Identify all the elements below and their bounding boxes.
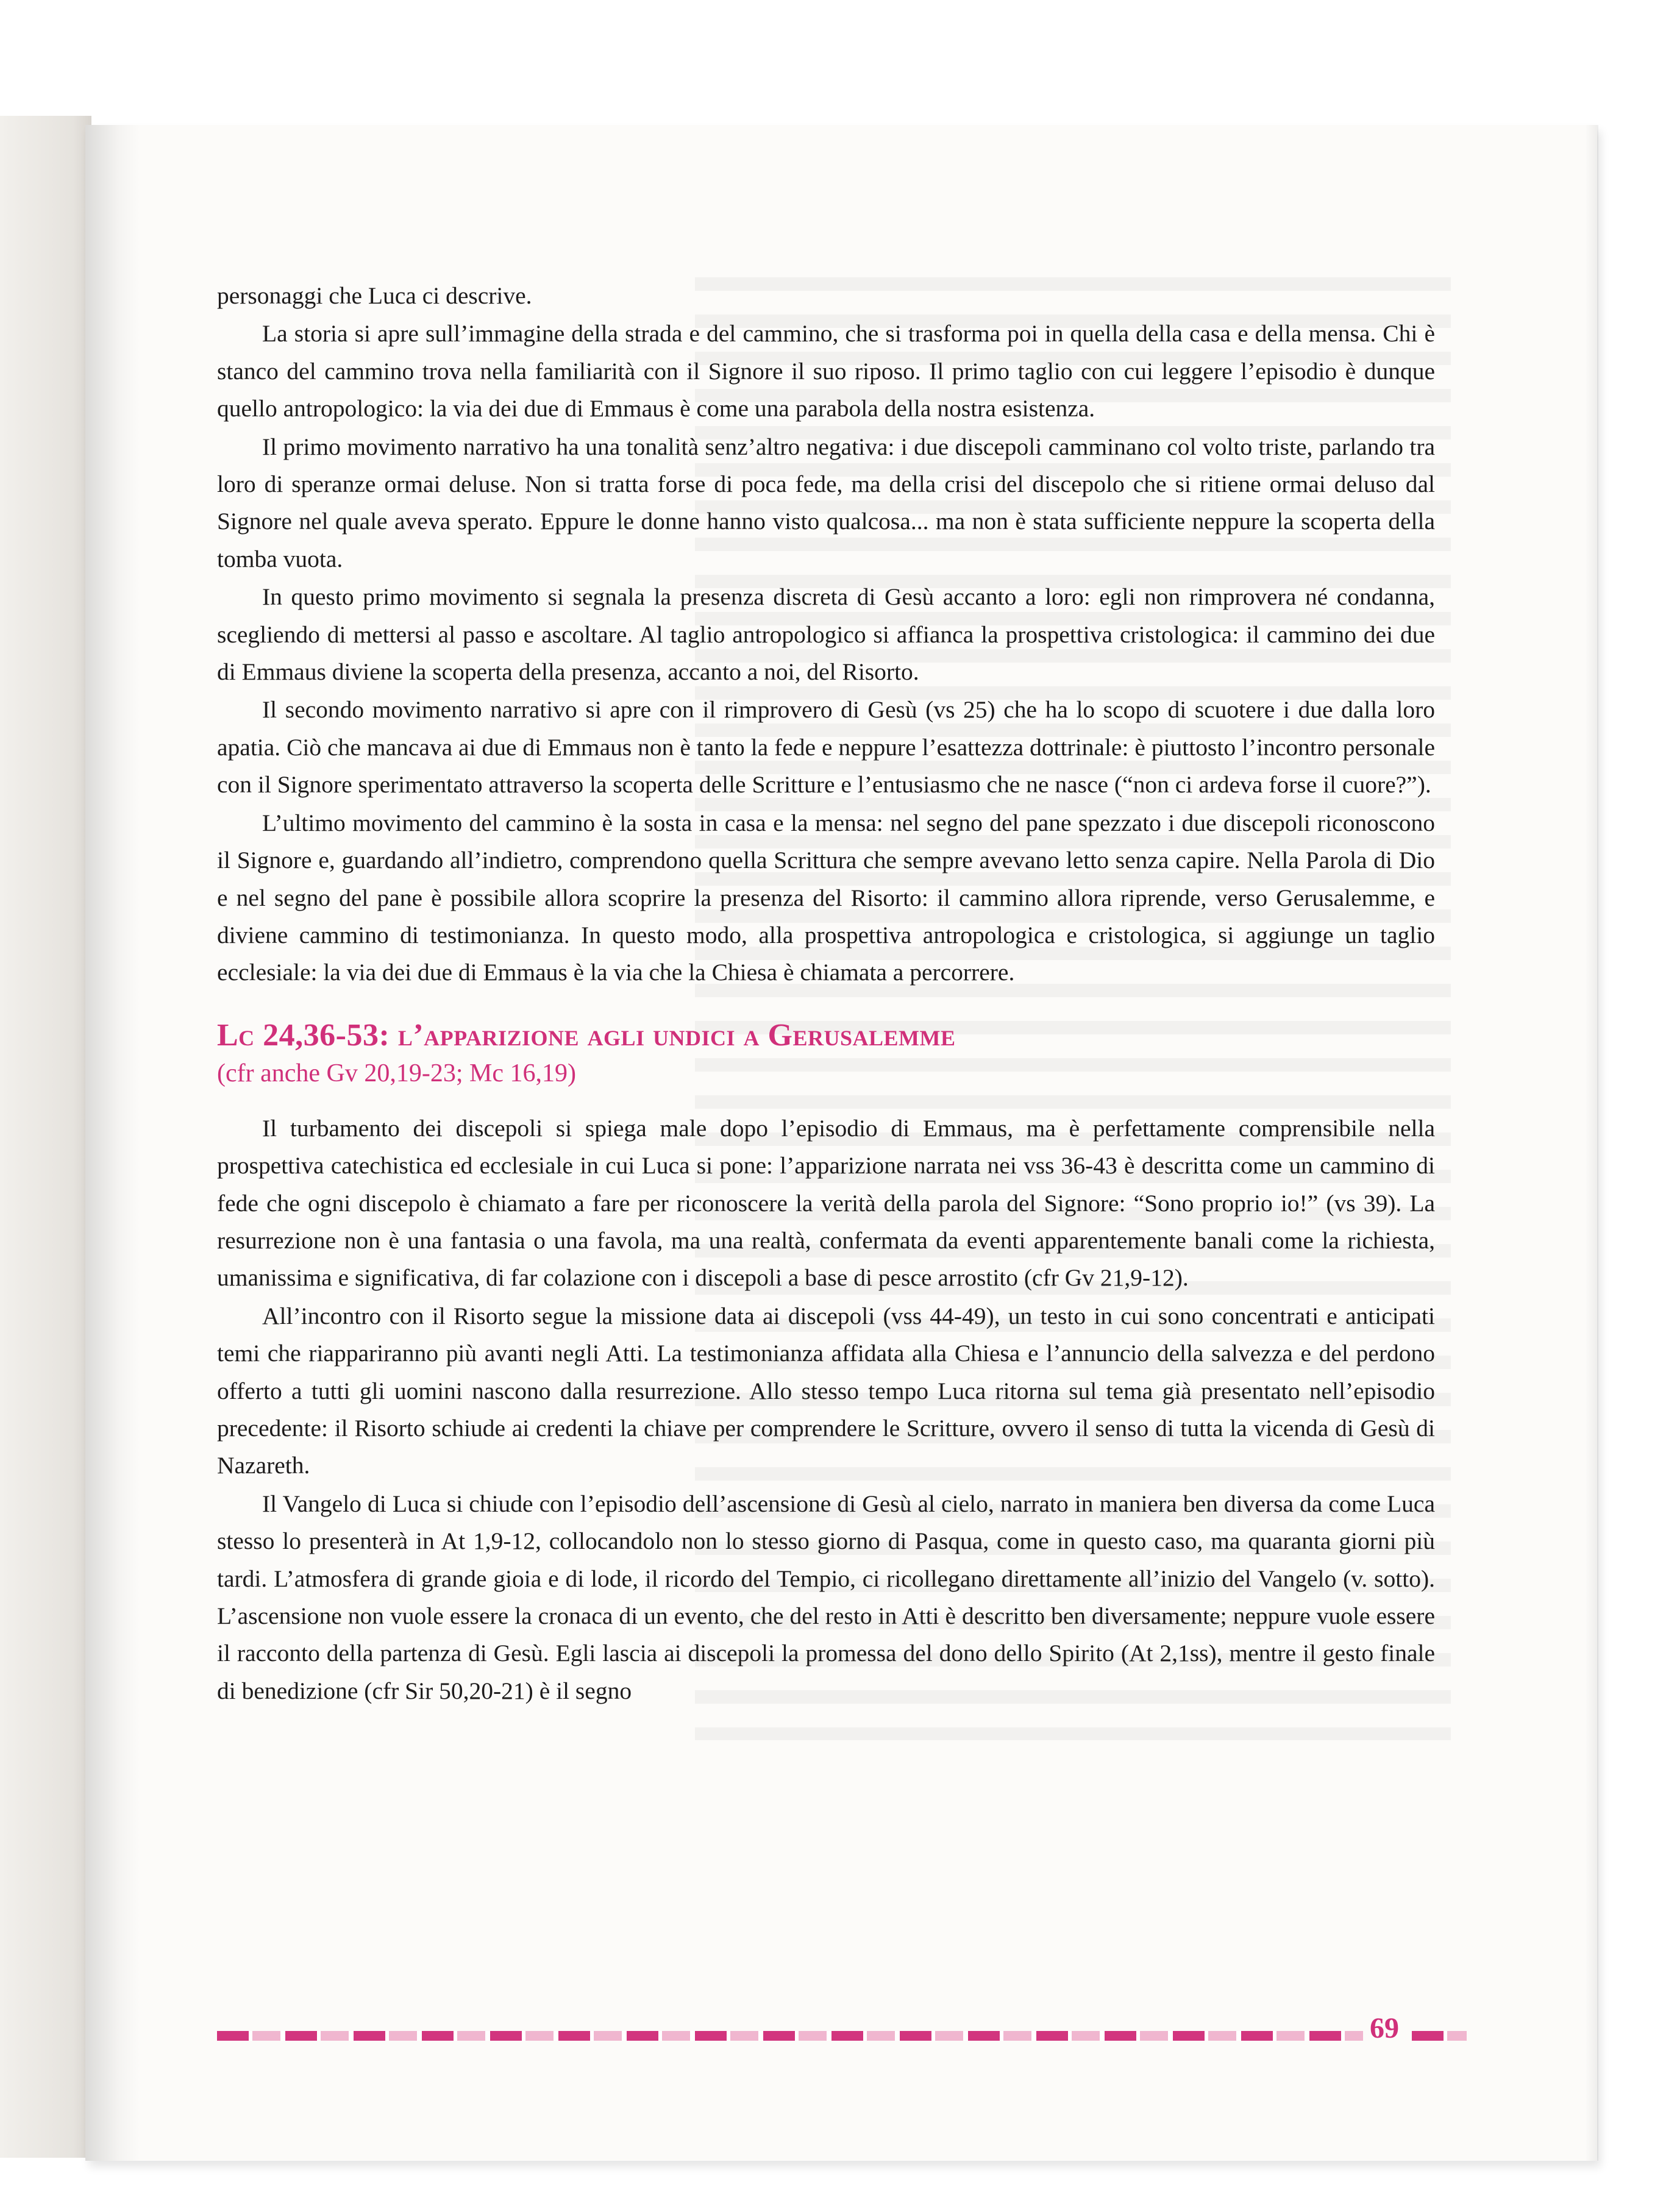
gutter-shadow: [85, 125, 140, 2161]
facing-page-edge: [0, 116, 91, 2158]
paragraph: L’ultimo movimento del cammino è la sosta in casa e la mensa: nel segno del pane spezzato i due discepoli riconoscono il Signore e, guardando all’indietro, comprendono quella Scrittura che sempre avevano letto senza capire. Nella Parola di Dio e nel segno del pane è possibile allora scoprire la presenza del Risorto: il cammino allora riprende, verso Gerusalemme, e diviene cammino di testimonianza. In questo modo, alla prospettiva antropologica e cristologica, si aggiunge un taglio ecclesiale: la via dei due di Emmaus è la via che la Chiesa è chiamata a percorrere.: [217, 809, 1435, 986]
paragraph: Il Vangelo di Luca si chiude con l’episodio dell’ascensione di Gesù al cielo, narrato in maniera ben diversa da come Luca stesso lo presenterà in At 1,9-12, collocandolo non lo stesso giorno di Pasqua, come in questo caso, ma quaranta giorni più tardi. L’atmosfera di grande gioia e di lode, il ricordo del Tempio, ci ricollegano direttamente all’inizio del Vangelo (v. sotto). L’ascensione non vuole essere la cronaca di un evento, che del resto in Atti è descritto ben diversamente; neppure vuole essere il racconto della partenza di Gesù. Egli lascia ai discepoli la promessa del dono dello Spirito (At 2,1ss), mentre il gesto finale di benedizione (cfr Sir 50,20-21) è il segno: [217, 1490, 1435, 1704]
page-edge-shadow: [1585, 125, 1598, 2161]
paragraph: Il turbamento dei discepoli si spiega male dopo l’episodio di Emmaus, ma è perfettamente comprensibile nella prospettiva catechistica ed ecclesiale in cui Luca si pone: l’apparizione narrata nei vss 36-43 è descritta come un cammino di fede che ogni discepolo è chiamato a fare per riconoscere la verità della parola del Signore: “Sono proprio io!” (vs 39). La resurrezione non è una fantasia o una favola, ma una realtà, confermata da eventi apparentemente banali come la richiesta, umanissima e significativa, di far colazione con i discepoli a base di pesce arrostito (cfr Gv 21,9-12).: [217, 1114, 1435, 1292]
footer-decorative-bar: [217, 2031, 1387, 2041]
paragraph: Il secondo movimento narrativo si apre con il rimprovero di Gesù (vs 25) che ha lo scopo di scuotere i due dalla loro apatia. Ciò che mancava ai due di Emmaus non è tanto la fede e neppure l’esattezza dottrinale: è piuttosto l’incontro personale con il Signore sperimentato attraverso la scoperta delle Scritture e l’entusiasmo che ne nasce (“non ci ardeva forse il cuore?”).: [217, 696, 1435, 798]
paragraph: La storia si apre sull’immagine della strada e del cammino, che si trasforma poi in quella della casa e della mensa. Chi è stanco del cammino trova nella familiarità con il Signore il suo riposo. Il primo taglio con cui leggere l’episodio è dunque quello antropologico: la via dei due di Emmaus è come una parabola della nostra esistenza.: [217, 320, 1435, 422]
footer-decorative-bar-end: [1412, 2031, 1467, 2041]
section-subtitle: (cfr anche Gv 20,19-23; Mc 16,19): [217, 1059, 576, 1087]
page-number: 69: [1363, 2011, 1406, 2045]
paragraph: personaggi che Luca ci descrive.: [217, 282, 532, 309]
paragraph: In questo primo movimento si segnala la presenza discreta di Gesù accanto a loro: egli non rimprovera né condanna, scegliendo di mettersi al passo e ascoltare. Al taglio antropologico si affianca la prospettiva cristologica: il cammino dei due di Emmaus diviene la scoperta della presenza, accanto a noi, del Risorto.: [217, 583, 1435, 686]
body-text: [217, 277, 1435, 1710]
section-heading: [217, 1017, 1435, 1092]
paragraph: Il primo movimento narrativo ha una tonalità senz’altro negativa: i due discepoli camminano col volto triste, parlando tra loro di speranze ormai deluse. Non si tratta forse di poca fede, ma della crisi del discepolo che si ritiene ormai deluso dal Signore nel quale aveva sperato. Eppure le donne hanno visto qualcosa... ma non è stata sufficiente neppure la scoperta della tomba vuota.: [217, 433, 1435, 572]
paragraph: All’incontro con il Risorto segue la missione data ai discepoli (vss 44-49), un testo in cui sono concentrati e anticipati temi che riappariranno più avanti negli Atti. La testimonianza affidata alla Chiesa e l’annuncio della salvezza e del perdono offerto a tutti gli uomini nascono dalla resurrezione. Allo stesso tempo Luca ritorna sul tema già presentato nell’episodio precedente: il Risorto schiude ai credenti la chiave per comprendere le Scritture, ovvero il senso di tutta la vicenda di Gesù di Nazareth.: [217, 1302, 1435, 1479]
section-title: Lc 24,36-53: l’apparizione agli undici a Gerusalemme: [217, 1017, 956, 1053]
